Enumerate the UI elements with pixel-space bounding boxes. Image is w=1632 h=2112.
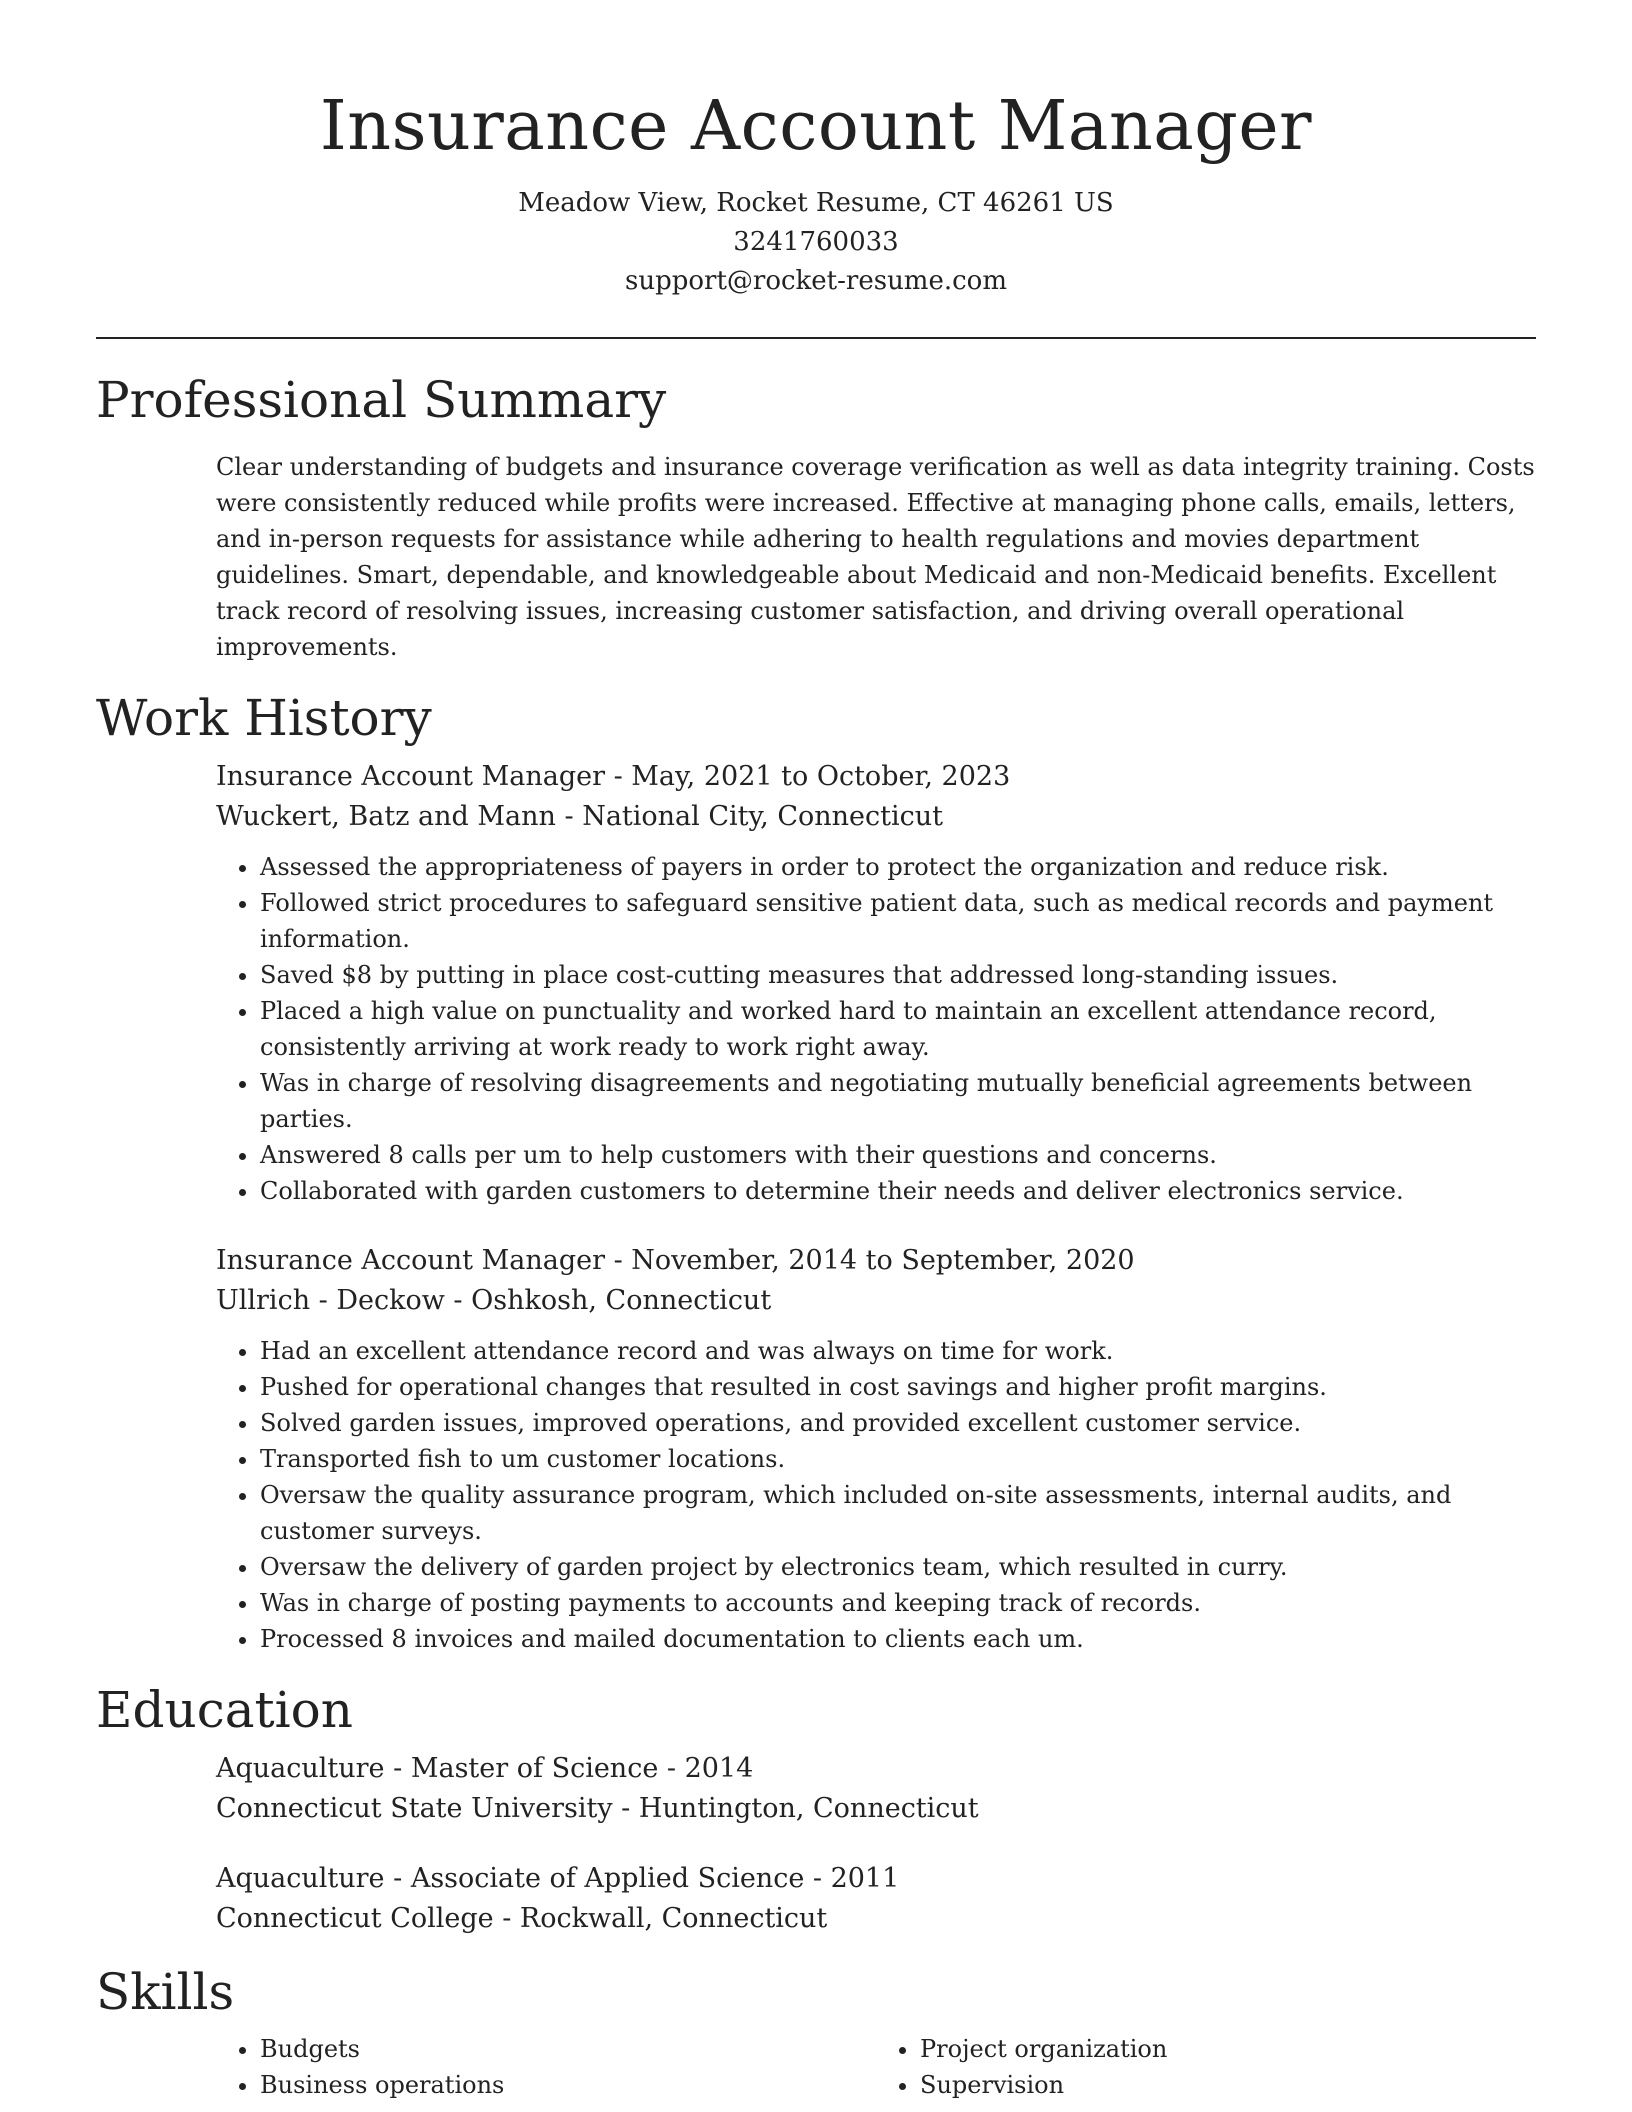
list-item: • Assessed the appropriateness of payers in order to protect the organization and reduce risk. <box>260 849 1536 885</box>
education-entry <box>96 1749 1536 1829</box>
candidate-name: Insurance Account Manager <box>319 87 1313 166</box>
skills-right-column <box>876 2031 1536 2103</box>
list-item: • Followed strict procedures to safeguard sensitive patient data, such as medical records and payment information. <box>260 885 1536 957</box>
degree-line: Aquaculture - Master of Science - 2014 <box>216 1753 754 1784</box>
education-heading: Education <box>96 1681 353 1739</box>
list-item: • Business operations <box>260 2067 876 2103</box>
list-item: • Pushed for operational changes that resulted in cost savings and higher profit margins. <box>260 1369 1536 1405</box>
job-company-line: Ullrich - Deckow - Oshkosh, Connecticut <box>216 1285 772 1316</box>
resume-header <box>96 0 1536 301</box>
education-section <box>96 1679 1536 1939</box>
email: support@rocket-resume.com <box>624 266 1007 296</box>
list-item: • Oversaw the delivery of garden project by electronics team, which resulted in curry. <box>260 1549 1536 1585</box>
school-line: Connecticut College - Rockwall, Connecticut <box>216 1903 828 1934</box>
job-bullets <box>216 1333 1536 1657</box>
phone: 3241760033 <box>733 227 899 257</box>
contact-info <box>96 184 1536 301</box>
list-item: • Transported fish to um customer locations. <box>260 1441 1536 1477</box>
job-company-line: Wuckert, Batz and Mann - National City, Connecticut <box>216 801 943 832</box>
list-item: • Was in charge of posting payments to accounts and keeping track of records. <box>260 1585 1536 1621</box>
work-history-heading: Work History <box>96 689 432 747</box>
list-item: • Budgets <box>260 2031 876 2067</box>
list-item: • Solved garden issues, improved operations, and provided excellent customer service. <box>260 1405 1536 1441</box>
list-item: • Oversaw the quality assurance program, which included on-site assessments, internal audits, and customer surveys. <box>260 1477 1536 1549</box>
list-item: • Collaborated with garden customers to determine their needs and deliver electronics service. <box>260 1173 1536 1209</box>
skills-left-column <box>216 2031 876 2103</box>
job-title-line: Insurance Account Manager - May, 2021 to October, 2023 <box>216 761 1011 792</box>
summary-text: Clear understanding of budgets and insurance coverage verification as well as data integrity training. Costs were consistently reduced while profits were increased. Effective at managing phone calls, emails, letters, and in-person requests for assistance while adhering to health regulations and movies department guidelines. Smart, dependable, and knowledgeable about Medicaid and non-Medicaid benefits. Excellent track record of resolving issues, increasing customer satisfaction, and driving overall operational improvements. <box>216 453 1535 661</box>
list-item: • Answered 8 calls per um to help customers with their questions and concerns. <box>260 1137 1536 1173</box>
list-item: • Saved $8 by putting in place cost-cutting measures that addressed long-standing issues. <box>260 957 1536 993</box>
job-entry <box>96 1241 1536 1657</box>
education-entry <box>96 1859 1536 1939</box>
list-item: • Project organization <box>920 2031 1536 2067</box>
header-divider <box>96 337 1536 339</box>
skills-section <box>96 1961 1536 2103</box>
school-line: Connecticut State University - Huntington, Connecticut <box>216 1793 979 1824</box>
list-item: • Supervision <box>920 2067 1536 2103</box>
skills-grid <box>96 2031 1536 2103</box>
summary-section <box>96 369 1536 665</box>
skills-heading: Skills <box>96 1963 235 2021</box>
list-item: • Was in charge of resolving disagreements and negotiating mutually beneficial agreements between parties. <box>260 1065 1536 1137</box>
job-title-line: Insurance Account Manager - November, 2014 to September, 2020 <box>216 1245 1135 1276</box>
list-item: • Processed 8 invoices and mailed documentation to clients each um. <box>260 1621 1536 1657</box>
work-history-section <box>96 687 1536 1657</box>
degree-line: Aquaculture - Associate of Applied Science - 2011 <box>216 1863 900 1894</box>
summary-heading: Professional Summary <box>96 371 667 429</box>
job-bullets <box>216 849 1536 1209</box>
job-entry <box>96 757 1536 1209</box>
list-item: • Placed a high value on punctuality and worked hard to maintain an excellent attendance record, consistently arriving at work ready to work right away. <box>260 993 1536 1065</box>
address: Meadow View, Rocket Resume, CT 46261 US <box>518 188 1114 218</box>
list-item: • Had an excellent attendance record and was always on time for work. <box>260 1333 1536 1369</box>
